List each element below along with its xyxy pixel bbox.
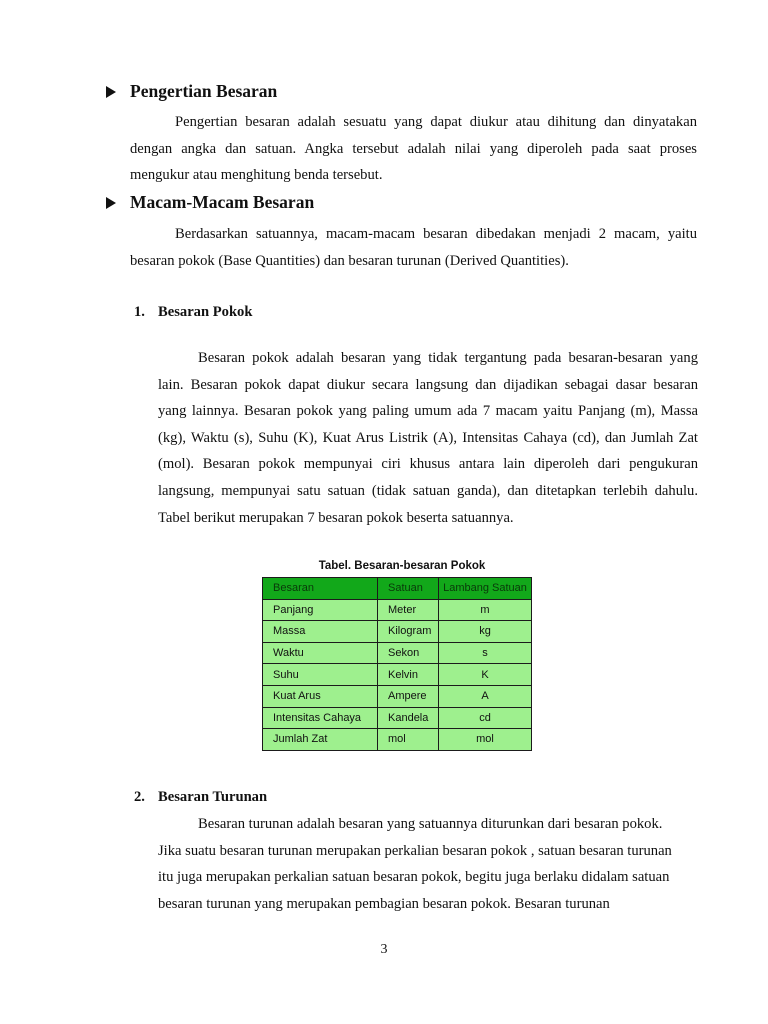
table-header-row — [263, 578, 532, 600]
paragraph-line: lain. Besaran pokok dapat diukur secara langsung dan dijadikan sebagai dasar besaran — [158, 376, 698, 393]
table-row — [263, 664, 532, 686]
table-cell: mol — [439, 729, 532, 751]
table-cell: cd — [439, 707, 532, 729]
table-row — [263, 599, 532, 621]
table-cell: Panjang — [263, 599, 378, 621]
paragraph-line: Berdasarkan satuannya, macam-macam besaran dibedakan menjadi 2 macam, yaitu — [175, 226, 697, 242]
table-cell: Kelvin — [378, 664, 439, 686]
column-header: Satuan — [378, 578, 439, 600]
paragraph-line: (kg), Waktu (s), Suhu (K), Kuat Arus Listrik (A), Intensitas Cahaya (cd), dan Jumlah Zat — [158, 429, 698, 446]
arrow-bullet-icon — [106, 197, 116, 209]
arrow-bullet-icon — [106, 86, 116, 98]
paragraph-line: besaran pokok (Base Quantities) dan besaran turunan (Derived Quantities). — [130, 252, 569, 269]
table-cell: Kandela — [378, 707, 439, 729]
table-cell: Sekon — [378, 642, 439, 664]
table-cell: Jumlah Zat — [263, 729, 378, 751]
heading-text: Pengertian Besaran — [130, 81, 278, 101]
table-cell: Ampere — [378, 685, 439, 707]
paragraph-line: langsung, mempunyai satu satuan (tidak satuan ganda), dan ditetapkan terlebih dahulu. — [158, 482, 698, 499]
paragraph-pokok — [158, 345, 698, 531]
paragraph-line: mengukur atau menghitung benda tersebut. — [130, 167, 383, 184]
subheading-besaran-pokok — [134, 304, 252, 321]
paragraph-line: besaran turunan yang merupakan pembagian besaran pokok. Besaran turunan — [158, 895, 610, 912]
paragraph-line: Besaran pokok adalah besaran yang tidak tergantung pada besaran-besaran yang — [198, 350, 698, 366]
section-heading-pengertian — [106, 81, 277, 102]
table-cell: Meter — [378, 599, 439, 621]
paragraph-pengertian — [130, 109, 697, 189]
table-cell: A — [439, 685, 532, 707]
table-row — [263, 642, 532, 664]
paragraph-macam — [130, 221, 697, 274]
subheading-text: Besaran Turunan — [158, 789, 268, 805]
page-number: 3 — [380, 942, 388, 957]
subheading-text: Besaran Pokok — [158, 304, 253, 320]
paragraph-line: (mol). Besaran pokok mempunyai ciri khusus antara lain diperoleh dari pengukuran — [158, 456, 698, 473]
table-cell: mol — [378, 729, 439, 751]
paragraph-line: Jika suatu besaran turunan merupakan perkalian besaran pokok , satuan besaran turunan — [158, 842, 672, 859]
subheading-number: 2. — [134, 789, 145, 805]
section-heading-macam — [106, 192, 314, 213]
column-header: Lambang Satuan — [439, 578, 532, 600]
table-caption: Tabel. Besaran-besaran Pokok — [318, 560, 486, 572]
paragraph-line: Tabel berikut merupakan 7 besaran pokok beserta satuannya. — [158, 509, 514, 526]
paragraph-line: yang lainnya. Besaran pokok yang paling umum ada 7 macam yaitu Panjang (m), Massa — [158, 403, 698, 420]
table-cell: Waktu — [263, 642, 378, 664]
table-cell: kg — [439, 621, 532, 643]
table-cell: Suhu — [263, 664, 378, 686]
table-cell: K — [439, 664, 532, 686]
paragraph-line: Pengertian besaran adalah sesuatu yang dapat diukur atau dihitung dan dinyatakan — [175, 114, 697, 130]
subheading-besaran-turunan — [134, 789, 267, 806]
column-header: Besaran — [263, 578, 378, 600]
table-cell: s — [439, 642, 532, 664]
table-cell: m — [439, 599, 532, 621]
table-row — [263, 621, 532, 643]
paragraph-line: Besaran turunan adalah besaran yang satuannya diturunkan dari besaran pokok. — [198, 816, 663, 832]
table-row — [263, 685, 532, 707]
table-cell: Kuat Arus — [263, 685, 378, 707]
paragraph-turunan — [158, 811, 698, 917]
subheading-number: 1. — [134, 304, 145, 320]
table-cell: Massa — [263, 621, 378, 643]
paragraph-line: itu juga merupakan perkalian satuan besaran pokok, begitu juga berlaku didalam satuan — [158, 869, 670, 886]
paragraph-line: dengan angka dan satuan. Angka tersebut adalah nilai yang diperoleh pada saat proses — [130, 140, 697, 157]
table-row — [263, 707, 532, 729]
besaran-pokok-table — [262, 577, 532, 751]
table-cell: Kilogram — [378, 621, 439, 643]
heading-text: Macam-Macam Besaran — [130, 192, 315, 212]
table-row — [263, 729, 532, 751]
table-cell: Intensitas Cahaya — [263, 707, 378, 729]
